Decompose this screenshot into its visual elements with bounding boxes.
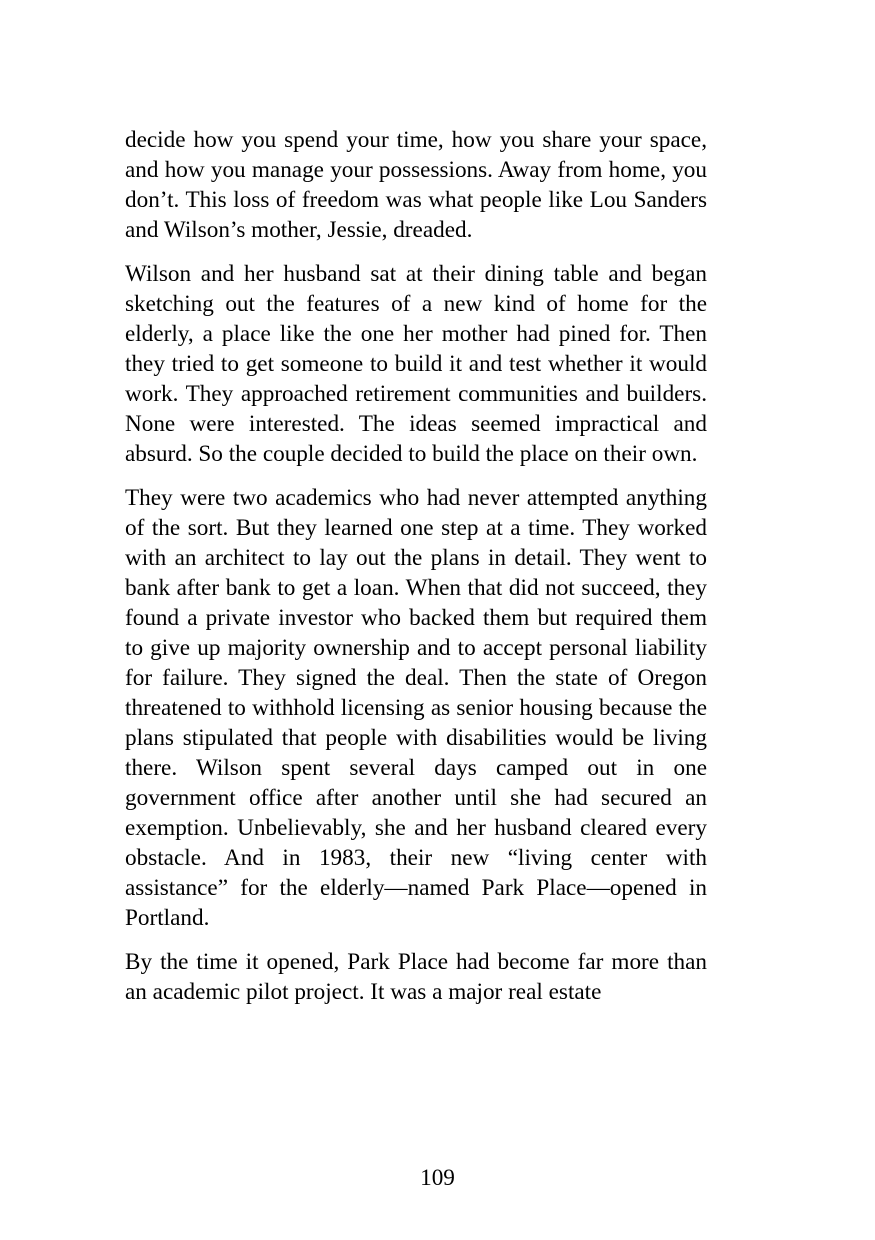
paragraph-3: They were two academics who had never attempted anything of the sort. But they learned one step at a time. They worked with an architect to lay out the plans in detail. They went to bank after bank to get a loan. When that did not succeed, they found a private investor who backed them but required them to give up majority ownership and to accept personal liability for failure. They signed the deal. Then the state of Oregon threatened to withhold licensing as senior housing because the plans stipulated that people with disabilities would be living there. Wilson spent several days camped out in one government office after another until she had secured an exemption. Unbelievably, she and her husband cleared every obstacle. And in 1983, their new “living center with assistance” for the elderly—named Park Place—opened in Portland. — [125, 485, 707, 931]
paragraph-1: decide how you spend your time, how you share your space, and how you manage your possessions. Away from home, you don’t. This loss of freedom was what people like Lou Sanders and Wilson’s mother, Jessie, dreaded. — [125, 127, 707, 243]
body-text — [125, 125, 707, 1021]
paragraph-2: Wilson and her husband sat at their dining table and began sketching out the features of a new kind of home for the elderly, a place like the one her mother had pined for. Then they tried to get someone to build it and test whether it would work. They approached retirement communities and builders. None were interested. The ideas seemed impractical and absurd. So the couple decided to build the place on their own. — [125, 261, 707, 467]
page-number: 109 — [420, 1165, 455, 1191]
paragraph-4: By the time it opened, Park Place had become far more than an academic pilot project. It was a major real estate — [125, 949, 707, 1005]
